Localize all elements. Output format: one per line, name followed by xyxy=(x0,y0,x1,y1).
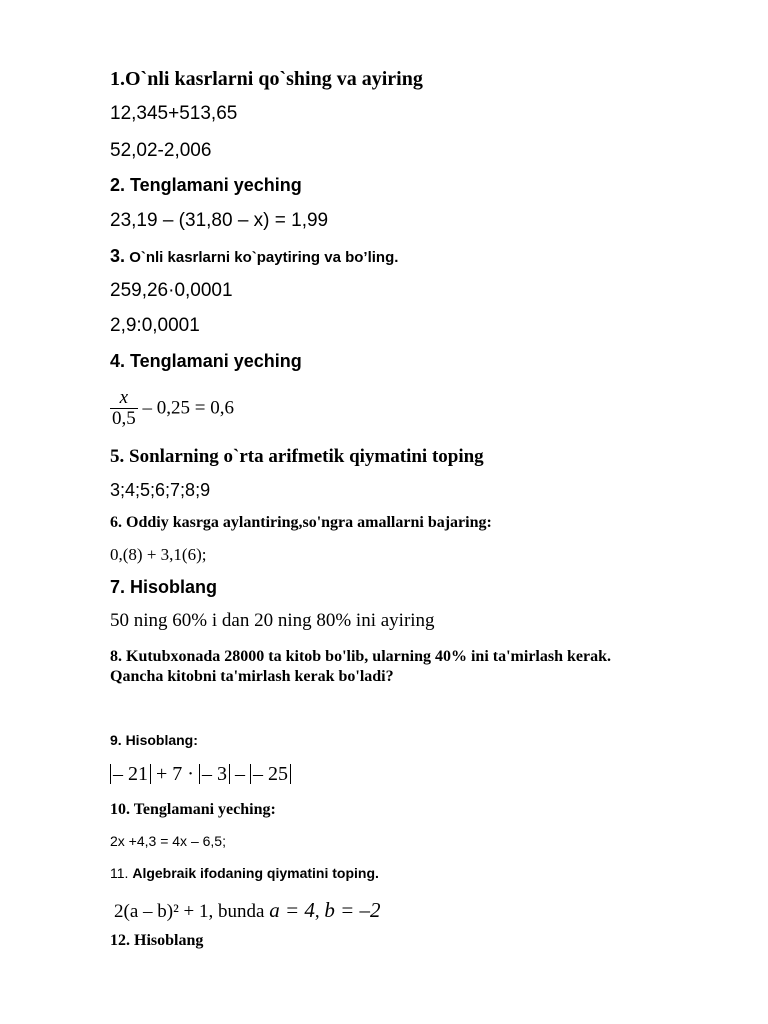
task-3-expression-a: 259,26·0,0001 xyxy=(110,280,233,301)
task-3-number: 3. xyxy=(110,246,126,266)
task-9-abs-2: – 3 xyxy=(199,764,230,784)
task-4-fraction xyxy=(110,388,138,429)
task-11-heading xyxy=(110,865,379,881)
task-9-abs-3: – 25 xyxy=(250,764,291,784)
task-4-equation xyxy=(110,388,234,429)
task-11-separator: , xyxy=(314,901,320,922)
task-1-expression-b: 52,02-2,006 xyxy=(110,140,212,161)
task-7-task: 50 ning 60% i dan 20 ning 80% ini ayiring xyxy=(110,610,435,631)
task-4-heading: 4. Tenglamani yeching xyxy=(110,351,302,371)
task-4-numerator: x xyxy=(119,387,129,408)
task-10-equation: 2x +4,3 = 4x – 6,5; xyxy=(110,833,226,849)
task-9-op-1: + 7 · xyxy=(156,763,194,785)
task-3-expression-b: 2,9:0,0001 xyxy=(110,315,200,336)
task-11-number: 11. xyxy=(110,865,129,881)
task-9-heading: 9. Hisoblang: xyxy=(110,732,198,748)
task-8-line-1: 8. Kutubxonada 28000 ta kitob bo'lib, ularning 40% ini ta'mirlash kerak. xyxy=(110,648,611,665)
task-4-denominator: 0,5 xyxy=(112,408,136,429)
task-9-expression xyxy=(110,763,291,786)
task-11-value-b: b = –2 xyxy=(324,898,381,922)
task-4-equation-rest: – 0,25 = 0,6 xyxy=(142,397,234,419)
task-9-op-2: – xyxy=(234,763,245,785)
task-11-bunda: , bunda xyxy=(208,901,265,922)
task-7-heading: 7. Hisoblang xyxy=(110,577,218,597)
task-5-heading: 5. Sonlarning o`rta arifmetik qiymatini toping xyxy=(110,446,484,467)
task-9-abs-1: – 21 xyxy=(110,764,151,784)
task-12-heading: 12. Hisoblang xyxy=(110,932,204,949)
task-2-equation: 23,19 – (31,80 – x) = 1,99 xyxy=(110,210,329,231)
task-5-numbers: 3;4;5;6;7;8;9 xyxy=(110,480,211,500)
task-3-heading xyxy=(110,246,398,267)
task-3-text: O`nli kasrlarni ko`paytiring va bo’ling. xyxy=(129,249,399,266)
task-8-line-2: Qancha kitobni ta'mirlash kerak bo'ladi? xyxy=(110,668,394,685)
task-11-formula: 2(a – b)² + 1 xyxy=(114,901,209,922)
task-6-heading: 6. Oddiy kasrga aylantiring,so'ngra amallarni bajaring: xyxy=(110,514,492,531)
task-1-heading: 1.O`nli kasrlarni qo`shing va ayiring xyxy=(110,68,423,90)
task-11-text: Algebraik ifodaning qiymatini toping. xyxy=(132,865,379,881)
task-10-heading: 10. Tenglamani yeching: xyxy=(110,801,276,818)
task-6-expression: 0,(8) + 3,1(6); xyxy=(110,545,207,564)
task-11-value-a: a = 4 xyxy=(269,898,315,922)
task-1-expression-a: 12,345+513,65 xyxy=(110,103,238,124)
task-2-heading: 2. Tenglamani yeching xyxy=(110,175,302,195)
task-11-expression xyxy=(114,898,381,923)
